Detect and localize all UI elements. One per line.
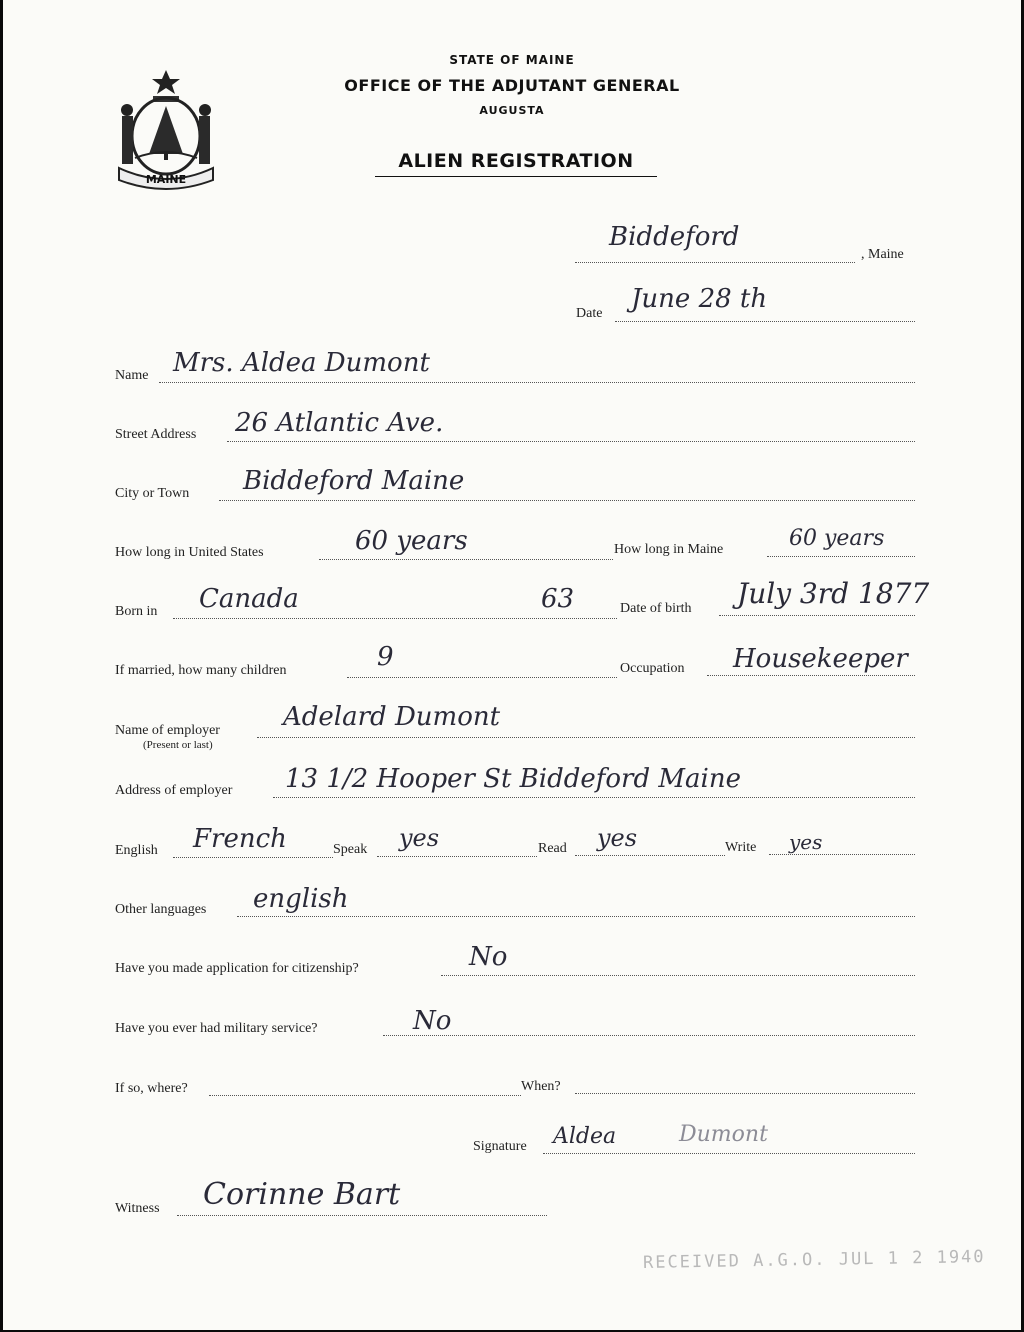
signature-value-1: Aldea <box>553 1124 617 1149</box>
witness-value: Corinne Bart <box>203 1177 401 1212</box>
emp-addr-label: Address of employer <box>115 783 233 798</box>
other-lang-label: Other languages <box>115 902 207 917</box>
where-label: If so, where? <box>115 1081 188 1096</box>
place-value: Biddeford <box>609 222 740 252</box>
when-label: When? <box>521 1079 561 1094</box>
english-label: English <box>115 843 158 858</box>
employer-note: (Present or last) <box>143 739 213 751</box>
maine-value: 60 years <box>789 526 885 551</box>
speak-value: yes <box>399 824 440 852</box>
employer-value: Adelard Dumont <box>283 702 501 732</box>
place-suffix: , Maine <box>861 247 904 262</box>
signature-value-2: Dumont <box>679 1122 768 1147</box>
form-title: ALIEN REGISTRATION <box>375 150 657 177</box>
state-heading: STATE OF MAINE <box>449 53 575 67</box>
witness-label: Witness <box>115 1201 160 1216</box>
speak-label: Speak <box>333 842 368 857</box>
received-stamp: RECEIVED A.G.O. JUL 1 2 1940 <box>642 1247 986 1273</box>
date-value: June 28 th <box>631 284 768 314</box>
occupation-label: Occupation <box>620 661 685 676</box>
dob-value: July 3rd 1877 <box>737 577 930 610</box>
born-value: Canada <box>199 584 299 614</box>
other-lang-value: english <box>253 884 349 914</box>
age-value: 63 <box>541 584 575 614</box>
occupation-value: Housekeeper <box>733 644 908 674</box>
dob-label: Date of birth <box>620 601 692 616</box>
english-value: French <box>193 824 287 854</box>
street-label: Street Address <box>115 427 197 442</box>
date-label: Date <box>576 306 603 321</box>
city-label: City or Town <box>115 486 190 501</box>
citizenship-label: Have you made application for citizenship? <box>115 961 359 976</box>
svg-text:MAINE: MAINE <box>145 173 187 186</box>
employer-label: Name of employer <box>115 723 220 738</box>
us-value: 60 years <box>355 526 468 556</box>
citizenship-value: No <box>469 942 508 972</box>
write-value: yes <box>789 830 823 854</box>
read-label: Read <box>538 841 567 856</box>
office-heading: OFFICE OF THE ADJUTANT GENERAL <box>344 76 680 95</box>
military-label: Have you ever had military service? <box>115 1021 318 1036</box>
military-value: No <box>413 1006 452 1036</box>
us-label: How long in United States <box>115 545 264 560</box>
registration-form <box>3 0 1021 1330</box>
maine-label: How long in Maine <box>614 542 724 557</box>
emp-addr-value: 13 1/2 Hooper St Biddeford Maine <box>285 764 741 794</box>
born-label: Born in <box>115 604 158 619</box>
read-value: yes <box>597 824 638 852</box>
city-value: Biddeford Maine <box>243 466 465 496</box>
name-label: Name <box>115 368 149 383</box>
name-value: Mrs. Aldea Dumont <box>173 348 430 378</box>
write-label: Write <box>725 840 757 855</box>
street-value: 26 Atlantic Ave. <box>235 408 444 438</box>
signature-label: Signature <box>473 1139 527 1154</box>
city-heading: AUGUSTA <box>479 104 545 117</box>
children-value: 9 <box>377 642 394 672</box>
children-label: If married, how many children <box>115 663 287 678</box>
